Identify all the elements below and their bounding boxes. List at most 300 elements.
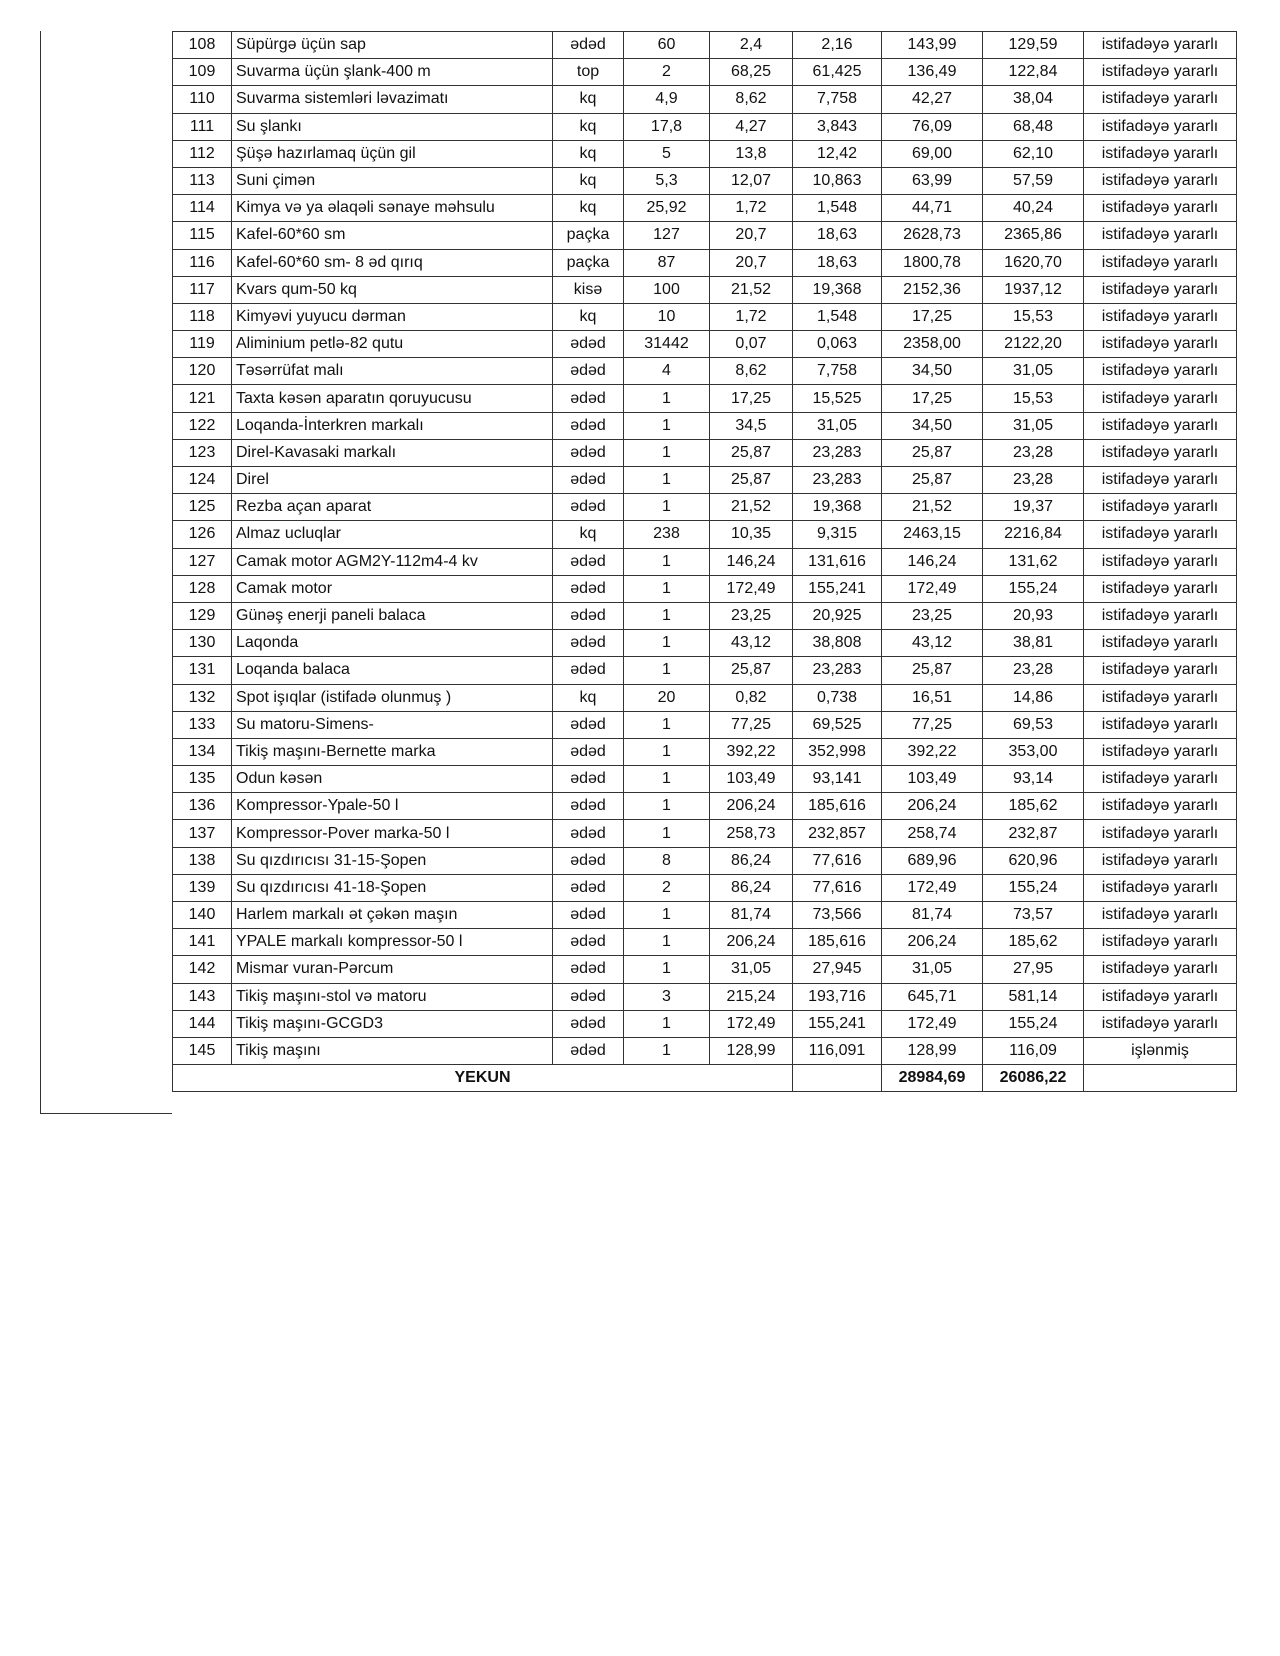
row-number-cell: 130 (173, 630, 232, 657)
amount-adjusted-cell: 68,48 (983, 113, 1084, 140)
unit-cell: kq (553, 140, 624, 167)
amount-adjusted-cell: 185,62 (983, 929, 1084, 956)
amount-cell: 172,49 (882, 874, 983, 901)
row-number-cell: 134 (173, 738, 232, 765)
item-name-cell: Harlem markalı ət çəkən maşın (232, 902, 553, 929)
unit-price-adjusted-cell: 19,368 (793, 494, 882, 521)
amount-adjusted-cell: 131,62 (983, 548, 1084, 575)
unit-cell: ədəd (553, 548, 624, 575)
item-name-cell: Su şlankı (232, 113, 553, 140)
table-row (173, 766, 1237, 793)
unit-cell: ədəd (553, 874, 624, 901)
quantity-cell: 1 (624, 902, 710, 929)
condition-status-cell: istifadəyə yararlı (1084, 902, 1237, 929)
item-name-cell: Tikiş maşını-stol və matoru (232, 983, 553, 1010)
item-name-cell: Taxta kəsən aparatın qoruyucusu (232, 385, 553, 412)
amount-cell: 43,12 (882, 630, 983, 657)
inventory-table (172, 31, 1237, 1092)
table-row (173, 874, 1237, 901)
unit-price-cell: 77,25 (710, 711, 793, 738)
table-row (173, 331, 1237, 358)
amount-cell: 2152,36 (882, 276, 983, 303)
table-row (173, 630, 1237, 657)
quantity-cell: 25,92 (624, 195, 710, 222)
amount-cell: 34,50 (882, 358, 983, 385)
row-number-cell: 124 (173, 467, 232, 494)
table-row (173, 358, 1237, 385)
row-number-cell: 137 (173, 820, 232, 847)
unit-price-cell: 12,07 (710, 167, 793, 194)
quantity-cell: 1 (624, 766, 710, 793)
amount-adjusted-cell: 57,59 (983, 167, 1084, 194)
unit-price-cell: 206,24 (710, 793, 793, 820)
amount-cell: 689,96 (882, 847, 983, 874)
row-number-cell: 144 (173, 1010, 232, 1037)
table-row (173, 113, 1237, 140)
condition-status-cell: istifadəyə yararlı (1084, 358, 1237, 385)
quantity-cell: 31442 (624, 331, 710, 358)
table-row (173, 1037, 1237, 1064)
amount-adjusted-cell: 19,37 (983, 494, 1084, 521)
unit-price-cell: 21,52 (710, 494, 793, 521)
amount-cell: 25,87 (882, 439, 983, 466)
amount-cell: 44,71 (882, 195, 983, 222)
unit-price-adjusted-cell: 9,315 (793, 521, 882, 548)
row-number-cell: 141 (173, 929, 232, 956)
quantity-cell: 20 (624, 684, 710, 711)
unit-price-cell: 128,99 (710, 1037, 793, 1064)
amount-cell: 42,27 (882, 86, 983, 113)
item-name-cell: Günəş enerji paneli balaca (232, 602, 553, 629)
unit-price-adjusted-cell: 19,368 (793, 276, 882, 303)
amount-adjusted-cell: 38,04 (983, 86, 1084, 113)
unit-price-adjusted-cell: 155,241 (793, 575, 882, 602)
unit-price-adjusted-cell: 38,808 (793, 630, 882, 657)
amount-adjusted-cell: 1937,12 (983, 276, 1084, 303)
quantity-cell: 87 (624, 249, 710, 276)
unit-cell: ədəd (553, 956, 624, 983)
item-name-cell: Spot işıqlar (istifadə olunmuş ) (232, 684, 553, 711)
table-row (173, 59, 1237, 86)
condition-status-cell: istifadəyə yararlı (1084, 167, 1237, 194)
amount-adjusted-cell: 155,24 (983, 575, 1084, 602)
unit-cell: kq (553, 113, 624, 140)
table-row (173, 711, 1237, 738)
unit-price-adjusted-cell: 232,857 (793, 820, 882, 847)
item-name-cell: Camak motor (232, 575, 553, 602)
left-margin-column (40, 31, 172, 1114)
unit-price-adjusted-cell: 0,063 (793, 331, 882, 358)
row-number-cell: 138 (173, 847, 232, 874)
row-number-cell: 109 (173, 59, 232, 86)
amount-adjusted-cell: 23,28 (983, 657, 1084, 684)
quantity-cell: 1 (624, 738, 710, 765)
quantity-cell: 5,3 (624, 167, 710, 194)
condition-status-cell: istifadəyə yararlı (1084, 276, 1237, 303)
table-row (173, 494, 1237, 521)
row-number-cell: 112 (173, 140, 232, 167)
row-number-cell: 133 (173, 711, 232, 738)
condition-status-cell: istifadəyə yararlı (1084, 548, 1237, 575)
row-number-cell: 113 (173, 167, 232, 194)
amount-adjusted-cell: 122,84 (983, 59, 1084, 86)
unit-cell: kq (553, 195, 624, 222)
amount-adjusted-cell: 620,96 (983, 847, 1084, 874)
amount-cell: 146,24 (882, 548, 983, 575)
row-number-cell: 115 (173, 222, 232, 249)
table-row (173, 684, 1237, 711)
condition-status-cell: istifadəyə yararlı (1084, 86, 1237, 113)
item-name-cell: Su qızdırıcısı 31-15-Şopen (232, 847, 553, 874)
amount-cell: 17,25 (882, 385, 983, 412)
item-name-cell: Direl-Kavasaki markalı (232, 439, 553, 466)
amount-adjusted-cell: 129,59 (983, 32, 1084, 59)
condition-status-cell: istifadəyə yararlı (1084, 793, 1237, 820)
unit-cell: ədəd (553, 657, 624, 684)
unit-price-cell: 172,49 (710, 575, 793, 602)
condition-status-cell: istifadəyə yararlı (1084, 249, 1237, 276)
table-row (173, 1010, 1237, 1037)
amount-cell: 103,49 (882, 766, 983, 793)
quantity-cell: 238 (624, 521, 710, 548)
unit-price-cell: 0,07 (710, 331, 793, 358)
amount-adjusted-cell: 27,95 (983, 956, 1084, 983)
unit-price-cell: 1,72 (710, 195, 793, 222)
quantity-cell: 4,9 (624, 86, 710, 113)
row-number-cell: 126 (173, 521, 232, 548)
item-name-cell: Suvarma sistemləri ləvazimatı (232, 86, 553, 113)
condition-status-cell: istifadəyə yararlı (1084, 412, 1237, 439)
amount-adjusted-cell: 15,53 (983, 385, 1084, 412)
quantity-cell: 1 (624, 467, 710, 494)
unit-price-cell: 86,24 (710, 847, 793, 874)
table-row (173, 249, 1237, 276)
table-row (173, 983, 1237, 1010)
amount-cell: 1800,78 (882, 249, 983, 276)
row-number-cell: 123 (173, 439, 232, 466)
row-number-cell: 131 (173, 657, 232, 684)
item-name-cell: Laqonda (232, 630, 553, 657)
table-row (173, 820, 1237, 847)
table-row (173, 276, 1237, 303)
unit-price-cell: 20,7 (710, 222, 793, 249)
amount-adjusted-cell: 14,86 (983, 684, 1084, 711)
unit-cell: ədəd (553, 439, 624, 466)
amount-cell: 25,87 (882, 467, 983, 494)
item-name-cell: Su matoru-Simens- (232, 711, 553, 738)
item-name-cell: Kimyəvi yuyucu dərman (232, 303, 553, 330)
table-row (173, 657, 1237, 684)
item-name-cell: Kafel-60*60 sm- 8 əd qırıq (232, 249, 553, 276)
amount-cell: 31,05 (882, 956, 983, 983)
total-empty-cell (793, 1065, 882, 1092)
row-number-cell: 108 (173, 32, 232, 59)
unit-price-cell: 146,24 (710, 548, 793, 575)
amount-cell: 81,74 (882, 902, 983, 929)
unit-price-cell: 13,8 (710, 140, 793, 167)
row-number-cell: 118 (173, 303, 232, 330)
table-row (173, 929, 1237, 956)
unit-cell: top (553, 59, 624, 86)
row-number-cell: 111 (173, 113, 232, 140)
unit-price-adjusted-cell: 7,758 (793, 358, 882, 385)
amount-cell: 645,71 (882, 983, 983, 1010)
condition-status-cell: istifadəyə yararlı (1084, 303, 1237, 330)
row-number-cell: 119 (173, 331, 232, 358)
amount-adjusted-cell: 2365,86 (983, 222, 1084, 249)
unit-price-adjusted-cell: 18,63 (793, 222, 882, 249)
unit-price-cell: 25,87 (710, 439, 793, 466)
condition-status-cell: istifadəyə yararlı (1084, 820, 1237, 847)
row-number-cell: 121 (173, 385, 232, 412)
unit-price-cell: 86,24 (710, 874, 793, 901)
amount-cell: 69,00 (882, 140, 983, 167)
amount-cell: 77,25 (882, 711, 983, 738)
condition-status-cell: işlənmiş (1084, 1037, 1237, 1064)
unit-price-adjusted-cell: 193,716 (793, 983, 882, 1010)
amount-adjusted-cell: 116,09 (983, 1037, 1084, 1064)
unit-cell: ədəd (553, 820, 624, 847)
amount-adjusted-cell: 1620,70 (983, 249, 1084, 276)
quantity-cell: 3 (624, 983, 710, 1010)
unit-price-cell: 10,35 (710, 521, 793, 548)
quantity-cell: 8 (624, 847, 710, 874)
amount-cell: 63,99 (882, 167, 983, 194)
unit-price-adjusted-cell: 116,091 (793, 1037, 882, 1064)
table-row (173, 738, 1237, 765)
item-name-cell: Tikiş maşını-GCGD3 (232, 1010, 553, 1037)
item-name-cell: Direl (232, 467, 553, 494)
row-number-cell: 114 (173, 195, 232, 222)
quantity-cell: 1 (624, 820, 710, 847)
condition-status-cell: istifadəyə yararlı (1084, 494, 1237, 521)
amount-adjusted-cell: 2122,20 (983, 331, 1084, 358)
quantity-cell: 1 (624, 1010, 710, 1037)
table-row (173, 956, 1237, 983)
condition-status-cell: istifadəyə yararlı (1084, 684, 1237, 711)
unit-price-adjusted-cell: 77,616 (793, 874, 882, 901)
row-number-cell: 145 (173, 1037, 232, 1064)
table-row (173, 412, 1237, 439)
unit-price-adjusted-cell: 27,945 (793, 956, 882, 983)
table-row (173, 793, 1237, 820)
table-row (173, 847, 1237, 874)
condition-status-cell: istifadəyə yararlı (1084, 385, 1237, 412)
condition-status-cell: istifadəyə yararlı (1084, 602, 1237, 629)
unit-price-adjusted-cell: 23,283 (793, 439, 882, 466)
quantity-cell: 1 (624, 793, 710, 820)
condition-status-cell: istifadəyə yararlı (1084, 766, 1237, 793)
unit-cell: ədəd (553, 331, 624, 358)
unit-cell: ədəd (553, 711, 624, 738)
table-row (173, 32, 1237, 59)
unit-cell: ədəd (553, 32, 624, 59)
unit-price-adjusted-cell: 61,425 (793, 59, 882, 86)
unit-cell: ədəd (553, 602, 624, 629)
unit-cell: ədəd (553, 738, 624, 765)
amount-cell: 172,49 (882, 1010, 983, 1037)
condition-status-cell: istifadəyə yararlı (1084, 467, 1237, 494)
quantity-cell: 1 (624, 439, 710, 466)
unit-price-cell: 392,22 (710, 738, 793, 765)
unit-price-adjusted-cell: 23,283 (793, 467, 882, 494)
unit-cell: kq (553, 86, 624, 113)
row-number-cell: 135 (173, 766, 232, 793)
amount-cell: 206,24 (882, 929, 983, 956)
quantity-cell: 1 (624, 711, 710, 738)
unit-price-adjusted-cell: 352,998 (793, 738, 882, 765)
condition-status-cell: istifadəyə yararlı (1084, 439, 1237, 466)
condition-status-cell: istifadəyə yararlı (1084, 738, 1237, 765)
unit-price-adjusted-cell: 31,05 (793, 412, 882, 439)
amount-adjusted-cell: 581,14 (983, 983, 1084, 1010)
row-number-cell: 143 (173, 983, 232, 1010)
unit-price-cell: 34,5 (710, 412, 793, 439)
row-number-cell: 120 (173, 358, 232, 385)
quantity-cell: 1 (624, 602, 710, 629)
item-name-cell: Odun kəsən (232, 766, 553, 793)
unit-price-adjusted-cell: 2,16 (793, 32, 882, 59)
quantity-cell: 100 (624, 276, 710, 303)
condition-status-cell: istifadəyə yararlı (1084, 630, 1237, 657)
amount-adjusted-cell: 62,10 (983, 140, 1084, 167)
item-name-cell: Kompressor-Pover marka-50 l (232, 820, 553, 847)
unit-price-adjusted-cell: 12,42 (793, 140, 882, 167)
condition-status-cell: istifadəyə yararlı (1084, 32, 1237, 59)
quantity-cell: 1 (624, 929, 710, 956)
row-number-cell: 142 (173, 956, 232, 983)
unit-price-adjusted-cell: 7,758 (793, 86, 882, 113)
table-row (173, 521, 1237, 548)
row-number-cell: 139 (173, 874, 232, 901)
amount-adjusted-cell: 93,14 (983, 766, 1084, 793)
quantity-cell: 17,8 (624, 113, 710, 140)
unit-price-cell: 25,87 (710, 467, 793, 494)
amount-cell: 16,51 (882, 684, 983, 711)
row-number-cell: 117 (173, 276, 232, 303)
condition-status-cell: istifadəyə yararlı (1084, 140, 1237, 167)
amount-adjusted-cell: 155,24 (983, 1010, 1084, 1037)
row-number-cell: 125 (173, 494, 232, 521)
unit-price-adjusted-cell: 69,525 (793, 711, 882, 738)
item-name-cell: Kompressor-Ypale-50 l (232, 793, 553, 820)
condition-status-cell: istifadəyə yararlı (1084, 331, 1237, 358)
quantity-cell: 5 (624, 140, 710, 167)
condition-status-cell: istifadəyə yararlı (1084, 657, 1237, 684)
unit-cell: paçka (553, 222, 624, 249)
table-row (173, 467, 1237, 494)
unit-cell: ədəd (553, 467, 624, 494)
unit-price-cell: 21,52 (710, 276, 793, 303)
unit-price-cell: 206,24 (710, 929, 793, 956)
unit-cell: ədəd (553, 766, 624, 793)
unit-cell: ədəd (553, 847, 624, 874)
unit-price-adjusted-cell: 0,738 (793, 684, 882, 711)
total-row (173, 1065, 1237, 1092)
unit-price-adjusted-cell: 131,616 (793, 548, 882, 575)
unit-cell: ədəd (553, 575, 624, 602)
unit-cell: ədəd (553, 983, 624, 1010)
quantity-cell: 1 (624, 956, 710, 983)
unit-cell: ədəd (553, 358, 624, 385)
unit-price-cell: 43,12 (710, 630, 793, 657)
table-row (173, 385, 1237, 412)
item-name-cell: Camak motor AGM2Y-112m4-4 kv (232, 548, 553, 575)
row-number-cell: 136 (173, 793, 232, 820)
condition-status-cell: istifadəyə yararlı (1084, 59, 1237, 86)
unit-cell: kq (553, 167, 624, 194)
quantity-cell: 10 (624, 303, 710, 330)
condition-status-cell: istifadəyə yararlı (1084, 874, 1237, 901)
quantity-cell: 4 (624, 358, 710, 385)
unit-cell: paçka (553, 249, 624, 276)
amount-adjusted-cell: 155,24 (983, 874, 1084, 901)
unit-price-cell: 215,24 (710, 983, 793, 1010)
unit-price-adjusted-cell: 185,616 (793, 929, 882, 956)
unit-cell: kq (553, 684, 624, 711)
item-name-cell: Su qızdırıcısı 41-18-Şopen (232, 874, 553, 901)
amount-cell: 258,74 (882, 820, 983, 847)
total-sum: 28984,69 (882, 1065, 983, 1092)
amount-adjusted-cell: 40,24 (983, 195, 1084, 222)
unit-price-adjusted-cell: 1,548 (793, 303, 882, 330)
amount-adjusted-cell: 38,81 (983, 630, 1084, 657)
unit-price-cell: 81,74 (710, 902, 793, 929)
item-name-cell: Kvars qum-50 kq (232, 276, 553, 303)
table-row (173, 902, 1237, 929)
unit-price-adjusted-cell: 77,616 (793, 847, 882, 874)
unit-cell: ədəd (553, 1037, 624, 1064)
quantity-cell: 1 (624, 494, 710, 521)
item-name-cell: Aliminium petlə-82 qutu (232, 331, 553, 358)
unit-price-cell: 8,62 (710, 358, 793, 385)
unit-cell: ədəd (553, 1010, 624, 1037)
table-body (173, 32, 1237, 1065)
unit-price-adjusted-cell: 73,566 (793, 902, 882, 929)
unit-price-adjusted-cell: 185,616 (793, 793, 882, 820)
item-name-cell: Suvarma üçün şlank-400 m (232, 59, 553, 86)
unit-price-adjusted-cell: 15,525 (793, 385, 882, 412)
item-name-cell: Tikiş maşını-Bernette marka (232, 738, 553, 765)
item-name-cell: Almaz ucluqlar (232, 521, 553, 548)
quantity-cell: 1 (624, 657, 710, 684)
quantity-cell: 1 (624, 385, 710, 412)
quantity-cell: 1 (624, 1037, 710, 1064)
unit-cell: kisə (553, 276, 624, 303)
item-name-cell: Kafel-60*60 sm (232, 222, 553, 249)
quantity-cell: 1 (624, 630, 710, 657)
row-number-cell: 129 (173, 602, 232, 629)
condition-status-cell: istifadəyə yararlı (1084, 222, 1237, 249)
total-sum2: 26086,22 (983, 1065, 1084, 1092)
condition-status-cell: istifadəyə yararlı (1084, 521, 1237, 548)
row-number-cell: 128 (173, 575, 232, 602)
row-number-cell: 140 (173, 902, 232, 929)
total-status-empty (1084, 1065, 1237, 1092)
amount-cell: 2463,15 (882, 521, 983, 548)
condition-status-cell: istifadəyə yararlı (1084, 195, 1237, 222)
unit-price-cell: 172,49 (710, 1010, 793, 1037)
unit-cell: kq (553, 303, 624, 330)
unit-price-cell: 17,25 (710, 385, 793, 412)
amount-cell: 136,49 (882, 59, 983, 86)
row-number-cell: 110 (173, 86, 232, 113)
unit-price-cell: 103,49 (710, 766, 793, 793)
unit-price-cell: 8,62 (710, 86, 793, 113)
unit-price-adjusted-cell: 23,283 (793, 657, 882, 684)
table-row (173, 167, 1237, 194)
unit-price-cell: 25,87 (710, 657, 793, 684)
